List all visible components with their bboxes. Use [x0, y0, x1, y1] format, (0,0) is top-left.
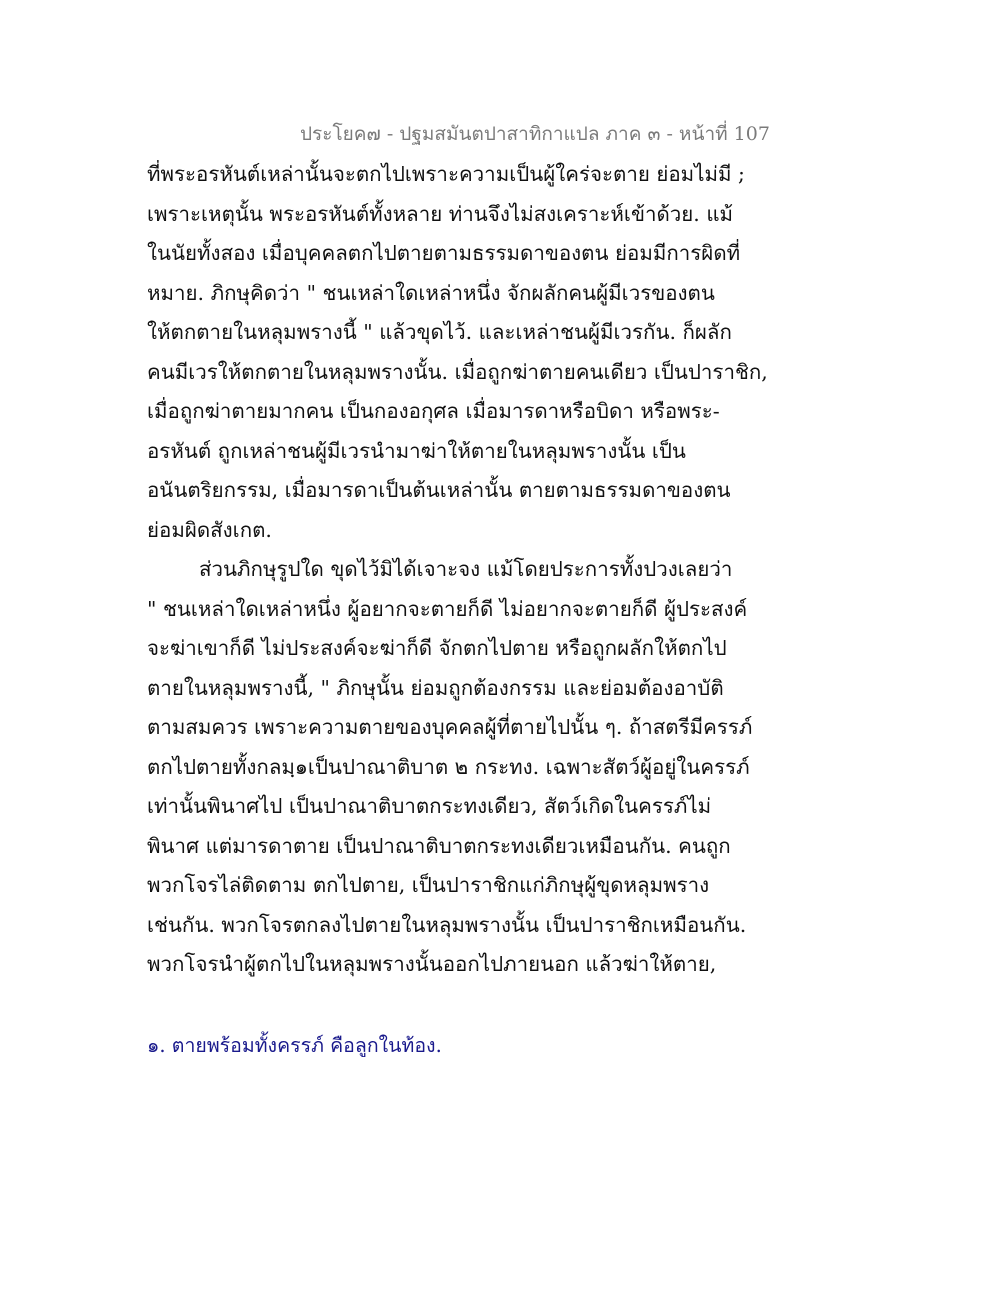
- page-header: ประโยค๗ - ปฐมสมันตปาสาทิกาแปล ภาค ๓ - หน้าที่ 107: [300, 123, 770, 145]
- text-line: คนมีเวรให้ตกตายในหลุมพรางนั้น. เมื่อถูกฆ่าตายคนเดียว เป็นปาราชิก,: [147, 359, 768, 384]
- text-line: ที่พระอรหันต์เหล่านั้นจะตกไปเพราะความเป็นผู้ใคร่จะตาย ย่อมไม่มี ;: [147, 162, 745, 186]
- text-line: พินาศ แต่มารดาตาย เป็นปาณาติบาตกระทงเดียวเหมือนกัน. คนถูก: [147, 833, 731, 858]
- text-line: เมื่อถูกฆ่าตายมากคน เป็นกองอกุศล เมื่อมารดาหรือบิดา หรือพระ-: [147, 399, 720, 423]
- footnote: ๑. ตายพร้อมทั้งครรภ์ คือลูกในท้อง.: [147, 1034, 442, 1057]
- text-line: เช่นกัน. พวกโจรตกลงไปตายในหลุมพรางนั้น เป็นปาราชิกเหมือนกัน.: [147, 912, 747, 937]
- text-line: ตายในหลุมพรางนี้, " ภิกษุนั้น ย่อมถูกต้องกรรม และย่อมต้องอาบัติ: [147, 675, 724, 700]
- text-line: อรหันต์ ถูกเหล่าชนผู้มีเวรนำมาฆ่าให้ตายในหลุมพรางนั้น เป็น: [147, 438, 686, 463]
- paragraph-start-line: ส่วนภิกษุรูปใด ขุดไว้มิได้เจาะจง แม้โดยประการทั้งปวงเลยว่า: [199, 557, 733, 581]
- text-line: จะฆ่าเขาก็ดี ไม่ประสงค์จะฆ่าก็ดี จักตกไปตาย หรือถูกผลักให้ตกไป: [147, 636, 727, 660]
- text-line: ย่อมผิดสังเกต.: [147, 517, 272, 542]
- text-line: หมาย. ภิกษุคิดว่า " ชนเหล่าใดเหล่าหนึ่ง จักผลักคนผู้มีเวรของตน: [147, 280, 715, 305]
- text-line: เพราะเหตุนั้น พระอรหันต์ทั้งหลาย ท่านจึงไม่สงเคราะห์เข้าด้วย. แม้: [147, 201, 734, 226]
- text-line: พวกโจรนำผู้ตกไปในหลุมพรางนั้นออกไปภายนอก แล้วฆ่าให้ตาย,: [147, 952, 717, 976]
- text-line: " ชนเหล่าใดเหล่าหนึ่ง ผู้อยากจะตายก็ดี ไม่อยากจะตายก็ดี ผู้ประสงค์: [147, 596, 748, 621]
- text-line: เท่านั้นพินาศไป เป็นปาณาติบาตกระทงเดียว, สัตว์เกิดในครรภ์ไม่: [147, 794, 712, 818]
- text-line: พวกโจรไล่ติดตาม ตกไปตาย, เป็นปาราชิกแก่ภิกษุผู้ขุดหลุมพราง: [147, 873, 710, 897]
- text-line: ตกไปตายทั้งกลมฺ๑เป็นปาณาติบาต ๒ กระทง. เฉพาะสัตว์ผู้อยู่ในครรภ์: [147, 754, 750, 779]
- text-line: ตามสมควร เพราะความตายของบุคคลผู้ที่ตายไปนั้น ๆ. ถ้าสตรีมีครรภ์: [147, 715, 753, 739]
- text-line: ในนัยทั้งสอง เมื่อบุคคลตกไปตายตามธรรมดาของตน ย่อมมีการผิดที่: [147, 241, 741, 265]
- text-line: ให้ตกตายในหลุมพรางนี้ " แล้วขุดไว้. และเหล่าชนผู้มีเวรกัน. ก็ผลัก: [147, 320, 732, 344]
- body-text: [147, 155, 768, 985]
- text-line: อนันตริยกรรม, เมื่อมารดาเป็นต้นเหล่านั้น ตายตามธรรมดาของตน: [147, 478, 731, 502]
